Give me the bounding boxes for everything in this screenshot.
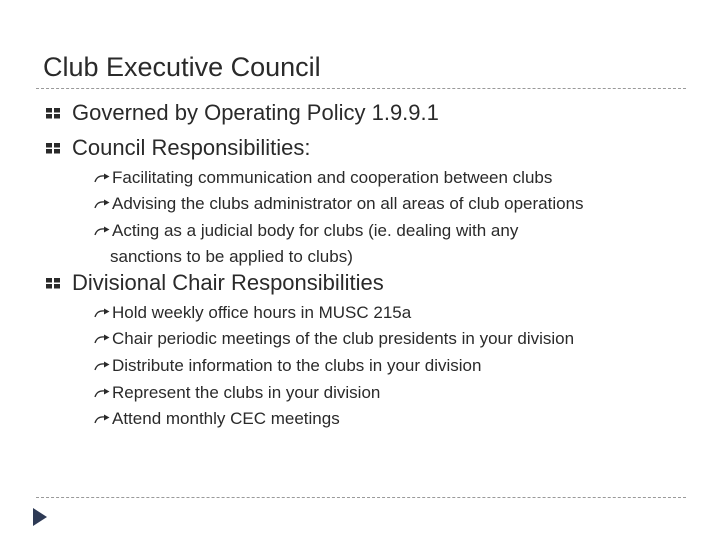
- sub-bullet-text: Attend monthly CEC meetings: [112, 409, 340, 428]
- curved-arrow-bullet-icon: [94, 307, 111, 319]
- slide-title: Club Executive Council: [43, 52, 321, 82]
- curved-arrow-bullet-icon: [94, 333, 111, 345]
- footer-divider: [36, 497, 686, 498]
- bullet-divisional-chair: [72, 269, 384, 297]
- curved-arrow-bullet-icon: [94, 413, 111, 425]
- bullet-text: Council Responsibilities:: [72, 135, 311, 160]
- curved-arrow-bullet-icon: [94, 387, 111, 399]
- sub-bullet-text: Hold weekly office hours in MUSC 215a: [112, 303, 412, 322]
- bullet-governed-by-policy: [72, 99, 439, 127]
- four-squares-bullet-icon: [46, 143, 62, 154]
- curved-arrow-bullet-icon: [94, 225, 111, 237]
- sub-bullet-chair-meetings: [112, 326, 574, 352]
- sub-bullet-distribute-info: [112, 353, 481, 379]
- sub-bullet-represent-clubs: [112, 380, 380, 406]
- curved-arrow-bullet-icon: [94, 172, 111, 184]
- bullet-council-responsibilities: [72, 134, 310, 162]
- title-divider: [36, 88, 686, 89]
- sub-bullet-cec-meetings: [112, 406, 340, 432]
- sub-bullet-advising: [112, 191, 584, 217]
- sub-bullet-judicial-body: [112, 218, 518, 270]
- curved-arrow-bullet-icon: [94, 360, 111, 372]
- four-squares-bullet-icon: [46, 108, 62, 119]
- four-squares-bullet-icon: [46, 278, 62, 289]
- curved-arrow-bullet-icon: [94, 198, 111, 210]
- sub-bullet-office-hours: [112, 300, 411, 326]
- play-triangle-icon[interactable]: [33, 508, 47, 526]
- sub-bullet-text: Facilitating communication and cooperation between clubs: [112, 168, 553, 187]
- bullet-text: Governed by Operating Policy 1.9.9.1: [72, 100, 439, 125]
- sub-bullet-text: Represent the clubs in your division: [112, 383, 381, 402]
- bullet-text: Divisional Chair Responsibilities: [72, 270, 384, 295]
- sub-bullet-text: Advising the clubs administrator on all areas of club operations: [112, 194, 584, 213]
- sub-bullet-text: Acting as a judicial body for clubs (ie. dealing with any: [112, 221, 519, 240]
- sub-bullet-facilitating: [112, 165, 552, 191]
- sub-bullet-text: Distribute information to the clubs in your division: [112, 356, 482, 375]
- sub-bullet-text: Chair periodic meetings of the club presidents in your division: [112, 329, 575, 348]
- sub-bullet-continuation: sanctions to be applied to clubs): [110, 247, 353, 266]
